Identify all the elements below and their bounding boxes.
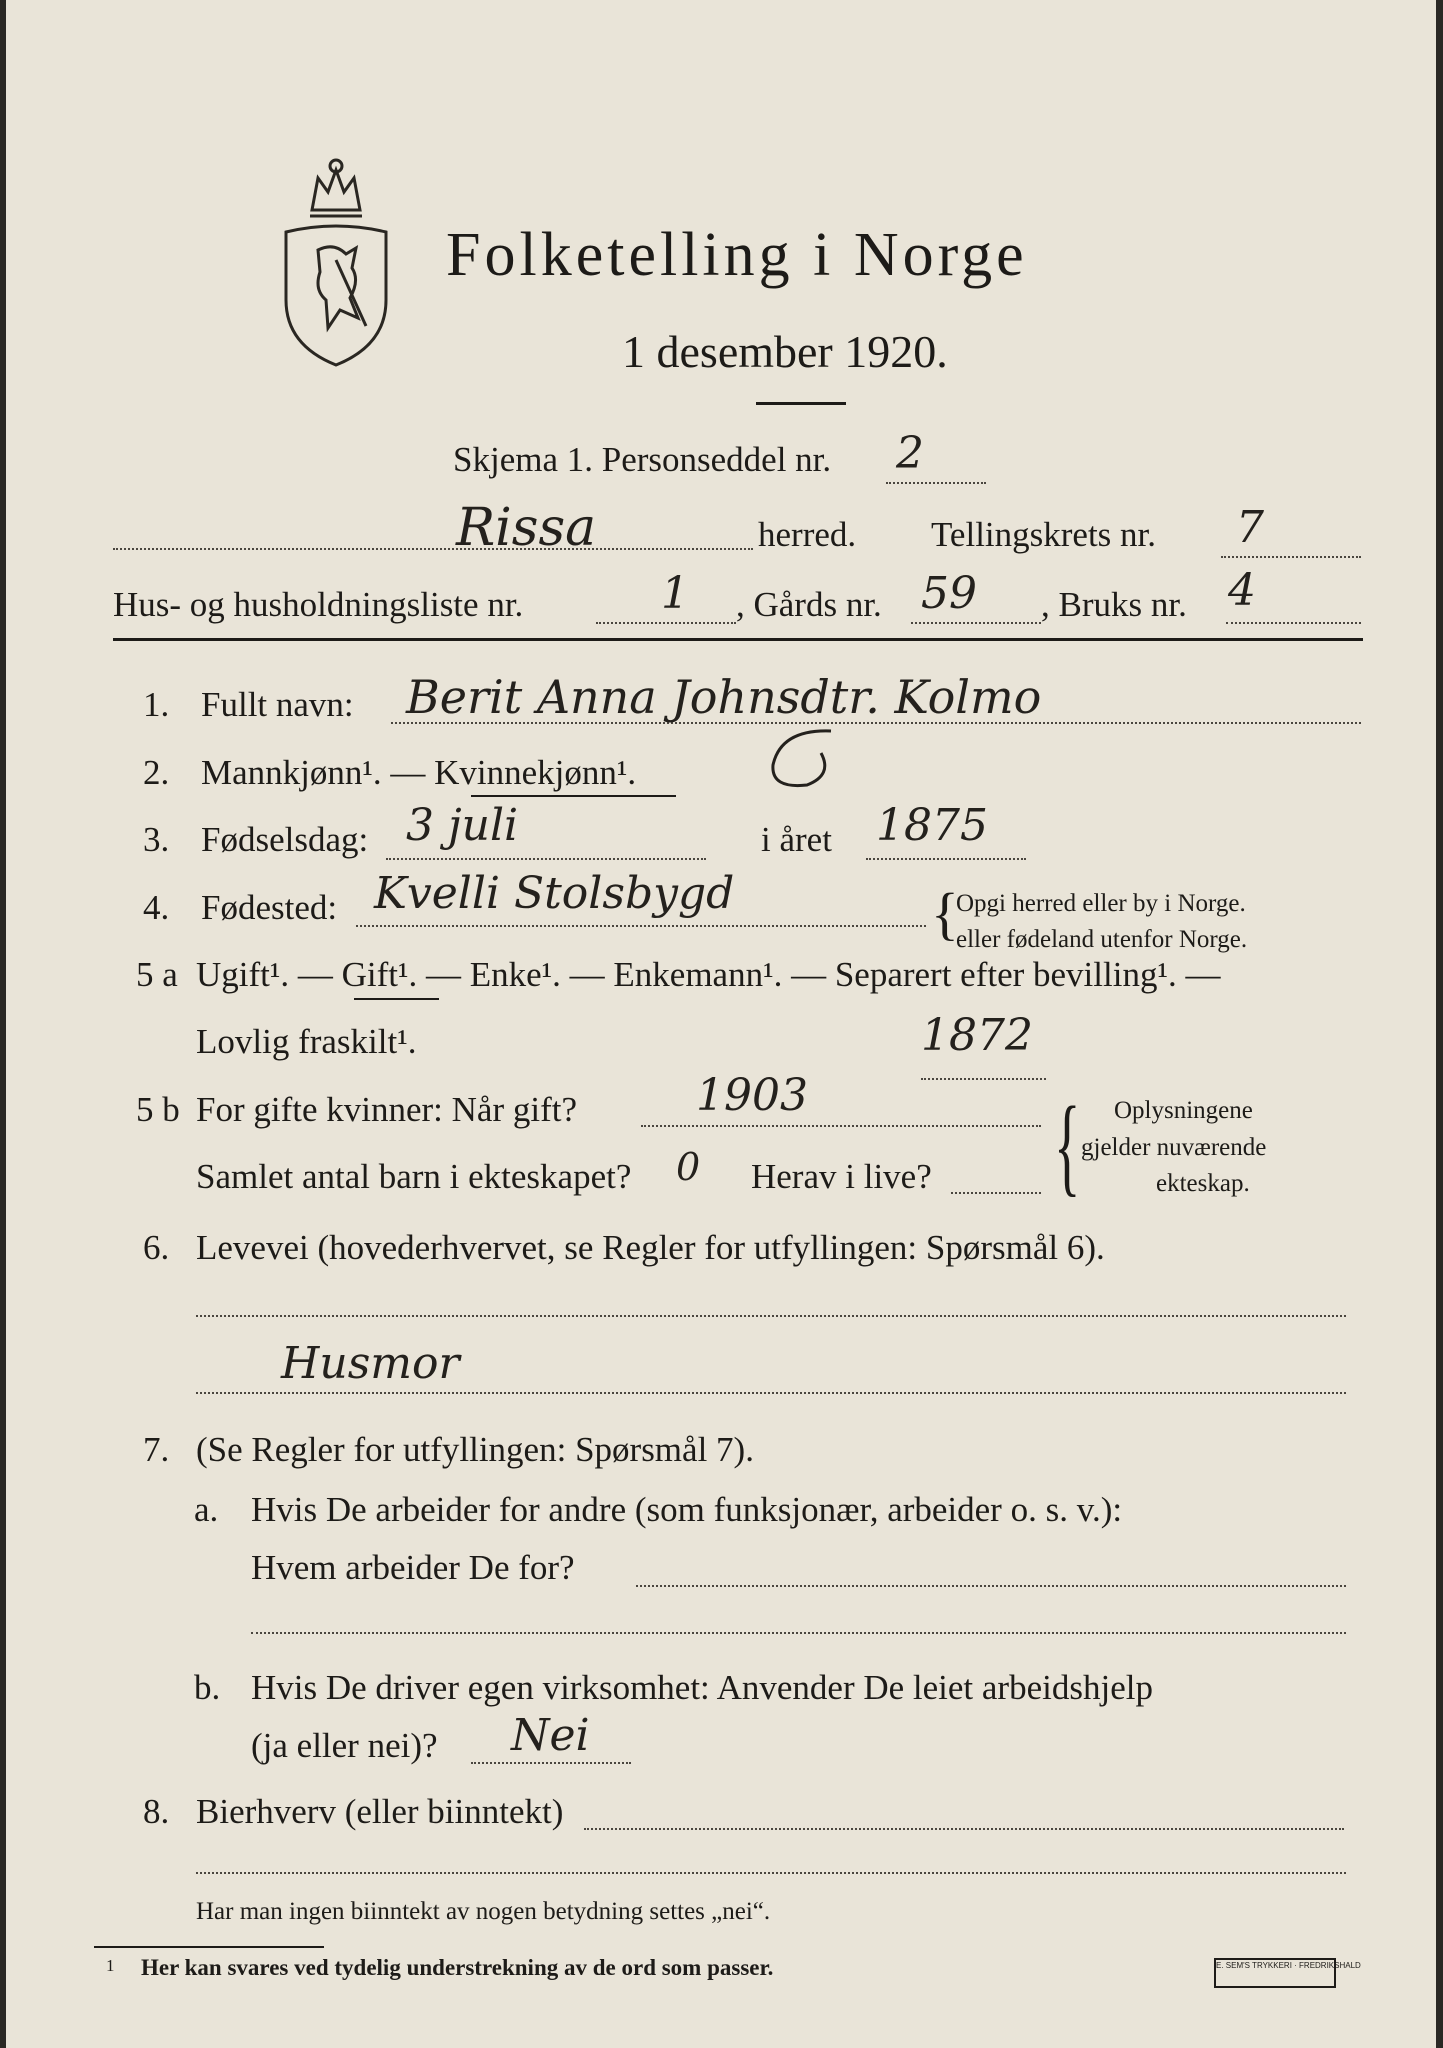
q5b-married-line (641, 1125, 1041, 1127)
bruks-line (1226, 622, 1361, 624)
q5a-extra-year[interactable]: 1872 (921, 1010, 1033, 1061)
footnote-divider (94, 1946, 324, 1948)
q7a-employer-label: Hvem arbeider De for? (251, 1548, 575, 1587)
title-divider (756, 402, 846, 405)
tellingskrets-line (1221, 556, 1361, 558)
q5a-extra-line (921, 1078, 1046, 1080)
skjema-label: Skjema 1. Personseddel nr. (453, 440, 832, 479)
q7a-employer-line (636, 1585, 1346, 1587)
form-title: Folketelling i Norge (446, 221, 1028, 289)
q1-label: Fullt navn: (201, 685, 354, 724)
gards-line (911, 622, 1041, 624)
q5b-married-label: For gifte kvinner: Når gift? (196, 1090, 578, 1129)
q4-line (356, 925, 926, 927)
q4-brace: { (931, 881, 959, 946)
gards-value[interactable]: 59 (921, 568, 977, 619)
q6-number: 6. (143, 1228, 170, 1267)
q4-note-line1: Opgi herred eller by i Norge. (956, 890, 1246, 917)
bruks-label: , Bruks nr. (1041, 585, 1187, 624)
q5b-alive-label: Herav i live? (751, 1157, 932, 1196)
q8-line2 (196, 1872, 1346, 1874)
q6-label: Levevei (hovederhvervet, se Regler for utfyllingen: Spørsmål 6). (196, 1228, 1105, 1267)
q3-day-line (386, 858, 706, 860)
gards-label: , Gårds nr. (736, 585, 882, 624)
q2-number: 2. (143, 753, 170, 792)
q7a-question: Hvis De arbeider for andre (som funksjonær, arbeider o. s. v.): (251, 1490, 1123, 1529)
footer-note: Har man ingen biinntekt av nogen betydning settes „nei“. (196, 1898, 771, 1925)
q5b-married-value[interactable]: 1903 (696, 1070, 808, 1121)
skjema-line (886, 482, 986, 484)
q5a-options-cont: Lovlig fraskilt¹. (196, 1022, 417, 1061)
q4-birthplace-value[interactable]: Kvelli Stolsbygd (374, 868, 735, 919)
q3-year-line (866, 858, 1026, 860)
q7b-number: b. (194, 1668, 221, 1707)
q3-day-value[interactable]: 3 juli (406, 800, 519, 851)
herred-line (113, 548, 753, 550)
q1-number: 1. (143, 685, 170, 724)
footnote-text: Her kan svares ved tydelig understrekning av de ord som passer. (141, 1955, 774, 1980)
coat-of-arms-icon (276, 150, 396, 370)
q7b-value[interactable]: Nei (511, 1710, 590, 1761)
q7a-employer-line2 (251, 1632, 1346, 1634)
q3-year-label: i året (761, 820, 832, 859)
q4-note-line2: eller fødeland utenfor Norge. (956, 926, 1248, 953)
q2-gender-options: Mannkjønn¹. — Kvinnekjønn¹. (201, 753, 637, 792)
hus-label: Hus- og husholdningsliste nr. (113, 585, 524, 624)
q4-label: Fødested: (201, 888, 338, 927)
q3-year-value[interactable]: 1875 (876, 800, 988, 851)
q2-circle-mark-icon (761, 725, 851, 795)
q5b-note-line3: ekteskap. (1156, 1170, 1250, 1197)
q2-underline-kvinnekjonn (471, 795, 676, 797)
bruks-value[interactable]: 4 (1228, 565, 1256, 616)
q5b-children-value[interactable]: 0 (676, 1145, 701, 1189)
census-date: 1 desember 1920. (622, 326, 948, 377)
q5b-alive-line (951, 1192, 1041, 1194)
q8-label: Bierhverv (eller biinntekt) (196, 1792, 564, 1831)
footnote-mark: 1 (106, 1956, 115, 1975)
q7b-question: Hvis De driver egen virksomhet: Anvender De leiet arbeidshjelp (251, 1668, 1153, 1707)
hus-line (596, 622, 736, 624)
tellingskrets-value[interactable]: 7 (1236, 502, 1264, 553)
q5a-number: 5 a (136, 955, 178, 994)
skjema-value[interactable]: 2 (896, 428, 924, 479)
q3-number: 3. (143, 820, 170, 859)
q8-number: 8. (143, 1792, 170, 1831)
printer-stamp: E. SEM'S TRYKKERI · FREDRIKSHALD (1214, 1958, 1336, 1988)
header-divider (113, 638, 1363, 641)
q7b-label: (ja eller nei)? (251, 1726, 438, 1765)
q7b-line (471, 1762, 631, 1764)
q8-line (584, 1828, 1344, 1830)
q5a-options: Ugift¹. — Gift¹. — Enke¹. — Enkemann¹. — Separert efter bevilling¹. — (196, 955, 1221, 994)
q1-fullname-value[interactable]: Berit Anna Johnsdtr. Kolmo (406, 670, 1042, 724)
q4-number: 4. (143, 888, 170, 927)
q5b-brace: { (1054, 1084, 1081, 1206)
q5b-note-line1: Oplysningene (1114, 1097, 1253, 1124)
tellingskrets-label: Tellingskrets nr. (931, 515, 1157, 554)
herred-label: herred. (758, 515, 857, 554)
herred-value[interactable]: Rissa (456, 498, 597, 558)
hus-value[interactable]: 1 (661, 568, 689, 619)
q7-label: (Se Regler for utfyllingen: Spørsmål 7). (196, 1430, 754, 1469)
q5b-number: 5 b (136, 1090, 180, 1129)
q5b-children-label: Samlet antal barn i ekteskapet? (196, 1157, 632, 1196)
q6-line2 (196, 1392, 1346, 1394)
q6-occupation-value[interactable]: Husmor (281, 1338, 460, 1389)
census-form-page (6, 0, 1436, 2048)
q5b-note-line2: gjelder nuværende (1081, 1134, 1267, 1161)
q6-line1 (196, 1315, 1346, 1317)
q3-label: Fødselsdag: (201, 820, 369, 859)
q5a-underline-gift (354, 998, 439, 1000)
q7a-number: a. (194, 1490, 219, 1529)
q7-number: 7. (143, 1430, 170, 1469)
